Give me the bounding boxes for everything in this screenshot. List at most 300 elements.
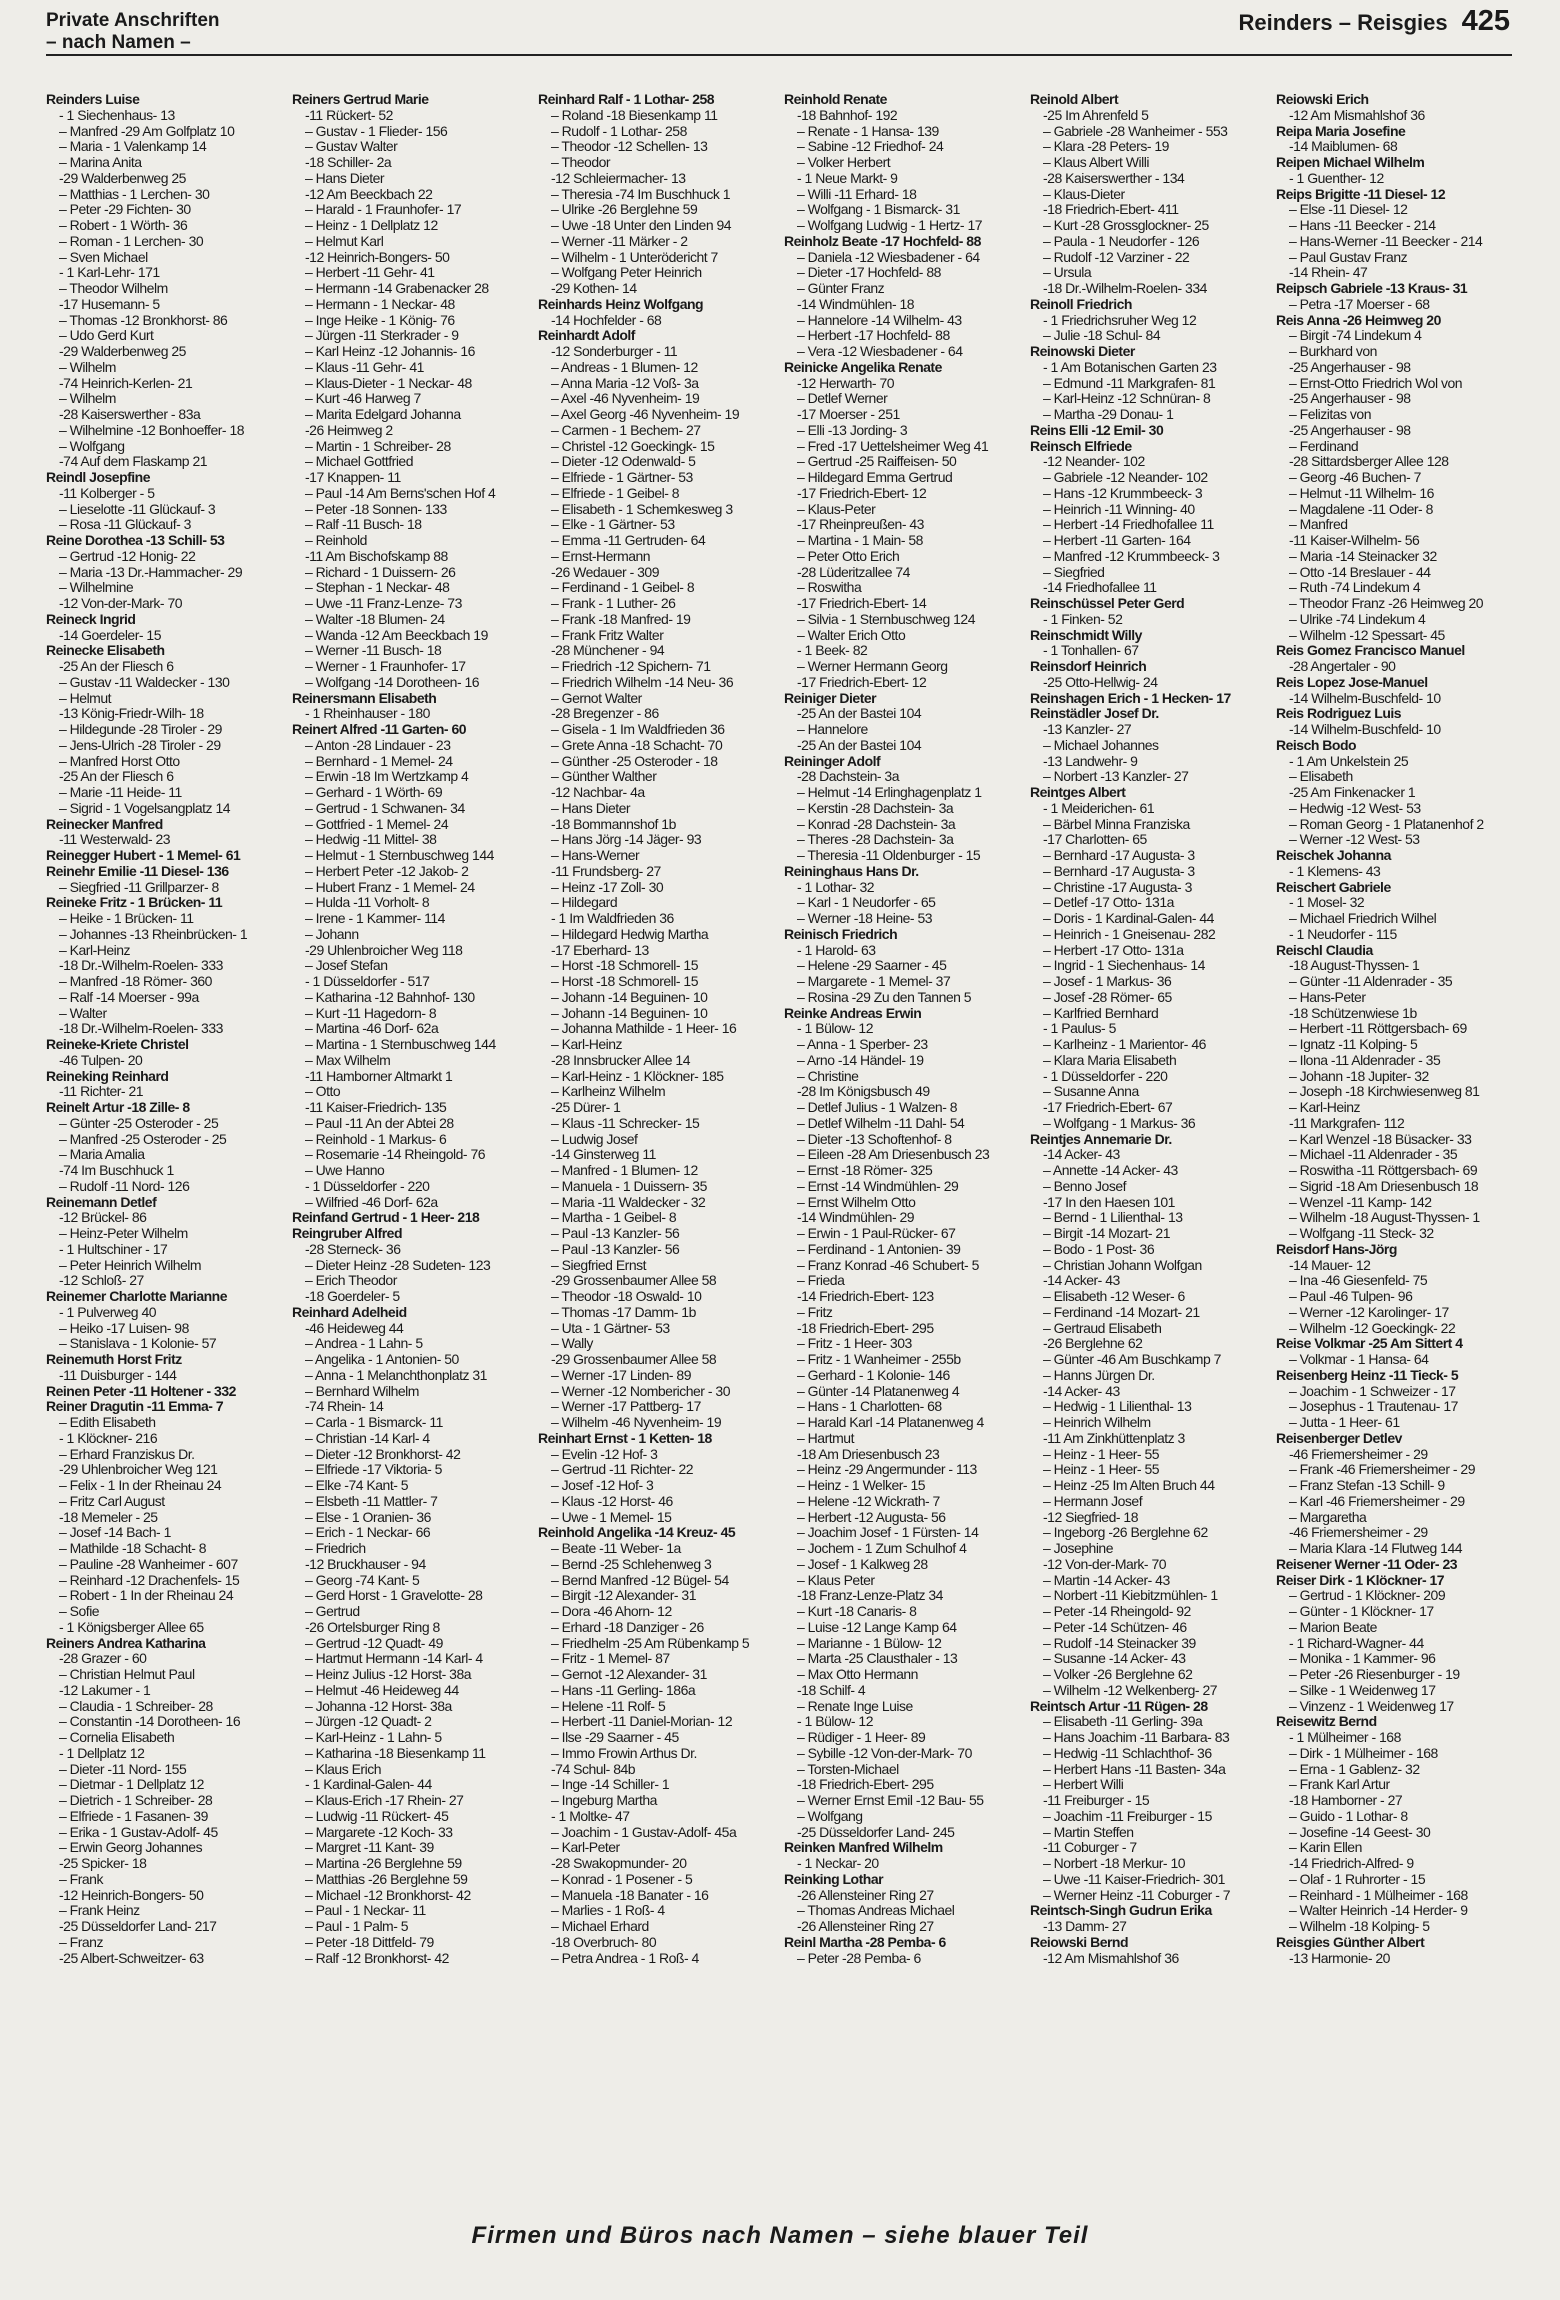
directory-entry-line: – Theodor Wilhelm (59, 280, 168, 296)
directory-entry-line: – Helmut (59, 689, 112, 706)
directory-entry-line: – Hartmut Hermann -14 Karl- 4 (305, 1650, 483, 1667)
directory-entry-line: – Elli -13 Jording- 3 (797, 421, 908, 438)
directory-entry-line: -12 Herwarth- 70 (797, 374, 895, 391)
directory-entry-line: – Bernd Manfred -12 Bügel- 54 (551, 1571, 729, 1588)
directory-entry-line: – Wolfgang -11 Steck- 32 (1289, 1225, 1434, 1241)
directory-entry-line: – Elfriede - 1 Fasanen- 39 (59, 1807, 208, 1824)
directory-entry-line: -13 Landwehr- 9 (1043, 752, 1138, 769)
directory-entry-line: -18 Friedrich-Ebert- 295 (797, 1319, 934, 1336)
directory-entry-line: – Gernot Walter (551, 689, 642, 706)
directory-entry-line: Reinemer Charlotte Marianne (46, 1288, 227, 1304)
directory-entry-line: – Rudolf -11 Nord- 126 (59, 1177, 190, 1194)
directory-entry-line: - 1 Düsseldorfer - 517 (305, 973, 430, 989)
directory-entry-line: – Susanne -14 Acker- 43 (1043, 1650, 1186, 1667)
directory-entry-line: – Wolfgang Peter Heinrich (551, 264, 702, 281)
directory-entry-line: Reintges Albert (1030, 784, 1126, 800)
directory-entry-line: – Ernst-Otto Friedrich Wol von (1289, 374, 1463, 391)
directory-entry-line: -25 Otto-Hellwig- 24 (1043, 673, 1158, 690)
directory-entry-line: Reine Dorothea -13 Schill- 53 (46, 532, 225, 548)
directory-entry-line: -11 Frundsberg- 27 (551, 862, 661, 879)
directory-entry-line: -28 Kaiserswerther - 134 (1043, 169, 1185, 186)
directory-entry-line: – Gustav Walter (305, 138, 398, 155)
directory-entry-line: – Frank -46 Friemersheimer - 29 (1289, 1461, 1476, 1478)
directory-entry-line: – Peter Heinrich Wilhelm (59, 1256, 202, 1273)
directory-entry-line: – Helene -29 Saarner - 45 (797, 957, 947, 974)
directory-entry-line: Reineke Fritz - 1 Brücken- 11 (46, 894, 223, 911)
directory-entry-line: – Fritz - 1 Heer- 303 (797, 1335, 912, 1352)
directory-entry-line: – Mathilde -18 Schacht- 8 (59, 1540, 207, 1556)
directory-entry-line: – Robert - 1 Wörth- 36 (59, 217, 188, 233)
directory-entry-line: – Klaus-Dieter (1043, 185, 1125, 202)
directory-entry-line: – Martha -29 Donau- 1 (1043, 406, 1174, 422)
directory-entry-line: -12 Brückel- 86 (59, 1209, 147, 1226)
directory-entry-line: – Herbert Willi (1043, 1776, 1124, 1793)
directory-entry-line: – Paula - 1 Neudorfer - 126 (1043, 232, 1200, 249)
directory-entry-line: – Edmund -11 Markgrafen- 81 (1043, 374, 1216, 391)
directory-entry-line: – Manfred - 1 Blumen- 12 (551, 1162, 698, 1178)
directory-entry-line: – Axel -46 Nyvenheim- 19 (551, 390, 700, 407)
directory-entry-line: – Josef Stefan (305, 957, 388, 974)
directory-entry-line: – Heike - 1 Brücken- 11 (59, 910, 194, 926)
directory-entry-line: – Walter (59, 1004, 107, 1021)
directory-entry-line: - 1 Düsseldorfer - 220 (1043, 1067, 1168, 1084)
directory-entry-line: – Else -11 Diesel- 12 (1289, 201, 1408, 218)
directory-entry-line: – Herbert -17 Otto- 131a (1043, 941, 1184, 958)
directory-entry-line: Reiser Dirk - 1 Klöckner- 17 (1276, 1571, 1445, 1588)
directory-entry-line: – Margret -11 Kant- 39 (305, 1839, 434, 1856)
directory-entry-line: – Fritz (797, 1303, 833, 1320)
directory-entry-line: – Elfriede - 1 Geibel- 8 (551, 484, 680, 501)
directory-entry-line: -14 Windmühlen- 18 (797, 295, 915, 312)
section-heading (46, 10, 220, 54)
directory-entry-line: – Kurt -28 Grossglockner- 25 (1043, 217, 1209, 233)
directory-entry-line: Reinhard Adelheid (292, 1303, 407, 1320)
section-heading-line1: Private Anschriften (46, 10, 220, 31)
directory-entry-line: Reinegger Hubert - 1 Memel- 61 (46, 847, 241, 863)
directory-entry-line: -29 Walderbenweg 25 (59, 343, 186, 359)
directory-entry-line: – Bernhard - 1 Memel- 24 (305, 752, 453, 769)
directory-entry-line: – Erich Theodor (305, 1272, 397, 1289)
directory-entry-line: – Bernd -25 Schlehenweg 3 (551, 1555, 712, 1572)
directory-entry-line: – Manfred (1289, 516, 1348, 533)
directory-entry-line: – Detlef -17 Otto- 131a (1043, 894, 1174, 911)
directory-entry-line: – Magdalene -11 Oder- 8 (1289, 500, 1433, 517)
directory-entry-line: – Dieter Heinz -28 Sudeten- 123 (305, 1256, 491, 1273)
directory-entry-line: – Wilhelm -12 Welkenberg- 27 (1043, 1681, 1218, 1698)
directory-entry-line: Reintjes Annemarie Dr. (1030, 1130, 1172, 1147)
directory-entry-line: – Kurt -18 Canaris- 8 (797, 1603, 917, 1619)
directory-entry-line: – Gertrud - 1 Schwanen- 34 (305, 799, 465, 816)
directory-entry-line: – Erhard -18 Danziger - 26 (551, 1618, 704, 1635)
directory-entry-line: - 1 Siechenhaus- 13 (59, 106, 175, 123)
directory-entry-line: – Johann (305, 925, 359, 942)
directory-entry-line: Reinemann Detlef (46, 1193, 157, 1210)
directory-entry-line: – Dirk - 1 Mülheimer - 168 (1289, 1744, 1438, 1761)
directory-entry-line: – Felizitas von (1289, 406, 1371, 422)
directory-entry-line: – Peter -14 Rheingold- 92 (1043, 1603, 1191, 1619)
directory-entry-line: – Bernhard -17 Augusta- 3 (1043, 862, 1195, 879)
directory-entry-line: – Elke -74 Kant- 5 (305, 1477, 409, 1493)
directory-entry-line: -17 Charlotten- 65 (1043, 831, 1147, 848)
directory-entry-line: Reintsch-Singh Gudrun Erika (1030, 1902, 1212, 1919)
directory-entry-line: – Frank -18 Manfred- 19 (551, 610, 691, 627)
directory-entry-line: – Ferdinand - 1 Geibel- 8 (551, 579, 695, 596)
directory-entry-line: -14 Friedrich-Alfred- 9 (1289, 1855, 1414, 1871)
directory-entry-line: – Hans Joachim -11 Barbara- 83 (1043, 1729, 1230, 1745)
directory-entry-line: – Ilse -29 Saarner - 45 (551, 1729, 679, 1745)
directory-entry-line: -74 Auf dem Flaskamp 21 (59, 453, 208, 470)
directory-entry-line: – Günter - 1 Klöckner- 17 (1289, 1603, 1434, 1619)
directory-entry-line: Reintsch Artur -11 Rügen- 28 (1030, 1697, 1208, 1714)
directory-entry-line: – Joachim Josef - 1 Fürsten- 14 (797, 1524, 979, 1541)
directory-entry-line: – Josephine (1043, 1540, 1114, 1556)
directory-entry-line: – Karl-Heinz (551, 1036, 623, 1052)
directory-entry-line: -11 Am Zinkhüttenplatz 3 (1043, 1429, 1185, 1446)
directory-entry-line: – Fritz - 1 Wanheimer - 255b (797, 1351, 961, 1367)
page-number: 425 (1461, 5, 1510, 37)
directory-entry-line: -17 Moerser - 251 (797, 406, 900, 422)
directory-entry-line: Reinschmidt Willy (1030, 626, 1142, 643)
directory-entry-line: – Martha - 1 Geibel- 8 (551, 1209, 677, 1226)
directory-entry-line: – Roman Georg - 1 Platanenhof 2 (1289, 815, 1484, 832)
directory-entry-line: Reinhart Ernst - 1 Ketten- 18 (538, 1429, 712, 1446)
directory-entry-line: – Manfred Horst Otto (59, 752, 180, 769)
directory-entry-line: -26 Ortelsburger Ring 8 (305, 1618, 440, 1635)
directory-entry-line: Reinoll Friedrich (1030, 295, 1132, 312)
directory-entry-line: – Hulda -11 Vorholt- 8 (305, 894, 430, 911)
directory-entry-line: – Volker Herbert (797, 154, 891, 170)
directory-entry-line: – Erwin Georg Johannes (59, 1839, 203, 1856)
directory-entry-line: - 1 Friedrichsruher Weg 12 (1043, 311, 1197, 328)
directory-entry-line: -26 Heimweg 2 (305, 421, 393, 438)
directory-entry-line: Reinhard Ralf - 1 Lothar- 258 (538, 92, 715, 107)
directory-entry-line: – Hans -11 Gerling- 186a (551, 1681, 696, 1698)
directory-entry-line: – Wilhelm (59, 390, 116, 407)
directory-entry-line: – Theodor (551, 154, 611, 170)
directory-entry-line: - 1 Mülheimer - 168 (1289, 1729, 1401, 1745)
directory-entry-line: -28 Münchener - 94 (551, 642, 665, 659)
directory-entry-line: -26 Allensteiner Ring 27 (797, 1918, 934, 1934)
directory-entry-line: -28 Grazer - 60 (59, 1650, 147, 1667)
directory-entry-line: – Ilona -11 Aldenrader - 35 (1289, 1051, 1441, 1068)
directory-entry-line: – Klaus-Erich -17 Rhein- 27 (305, 1792, 464, 1808)
directory-entry-line: – Wilhelm (59, 358, 116, 375)
directory-entry-line: Reinecke Elisabeth (46, 642, 165, 659)
directory-entry-line: – Rosina -29 Zu den Tannen 5 (797, 988, 972, 1005)
directory-entry-line: – Friedhelm -25 Am Rübenkamp 5 (551, 1634, 750, 1651)
directory-entry-line: – Gabriele -28 Wanheimer - 553 (1043, 122, 1228, 139)
directory-entry-line: -25 Spicker- 18 (59, 1855, 147, 1871)
directory-entry-line: – Udo Gerd Kurt (59, 327, 154, 344)
directory-entry-line: Reinhards Heinz Wolfgang (538, 295, 704, 312)
directory-entry-line: – Paul - 1 Neckar- 11 (305, 1902, 426, 1919)
directory-entry-line: Reips Brigitte -11 Diesel- 12 (1276, 185, 1446, 202)
directory-entry-line: – Detlef Wilhelm -11 Dahl- 54 (797, 1114, 965, 1131)
directory-entry-line: Reis Anna -26 Heimweg 20 (1276, 311, 1441, 328)
directory-entry-line: – Paul Gustav Franz (1289, 248, 1408, 265)
directory-entry-line: – Siegfried Ernst (551, 1256, 646, 1273)
directory-entry-line: – Erika - 1 Gustav-Adolf- 45 (59, 1823, 218, 1840)
directory-entry-line: – Werner Ernst Emil -12 Bau- 55 (797, 1792, 984, 1808)
directory-entry-line: -46 Heideweg 44 (305, 1319, 404, 1336)
directory-entry-line: – Wolfgang - 1 Markus- 36 (1043, 1114, 1196, 1131)
directory-entry-line: -11 Duisburger - 144 (59, 1366, 177, 1383)
directory-entry-line: - 1 Rheinhauser - 180 (305, 705, 430, 722)
directory-entry-line: – Sigrid - 1 Vogelsangplatz 14 (59, 799, 231, 816)
directory-entry-line: Reise Volkmar -25 Am Sittert 4 (1276, 1335, 1463, 1352)
directory-entry-line: – Fritz - 1 Memel- 87 (551, 1650, 670, 1667)
directory-entry-line: – Klaus Peter (797, 1571, 875, 1588)
directory-entry-line: – Bernhard Wilhelm (305, 1382, 419, 1399)
directory-entry-line: – Dieter -12 Odenwald- 5 (551, 453, 696, 470)
directory-entry-line: – Jutta - 1 Heer- 61 (1289, 1414, 1400, 1430)
directory-entry-line: – Birgit -14 Mozart- 21 (1043, 1225, 1170, 1241)
directory-entry-line: Reinl Martha -28 Pemba- 6 (784, 1933, 946, 1950)
header-rule (46, 54, 1512, 56)
directory-entry-line: -29 Grossenbaumer Allee 58 (551, 1272, 717, 1289)
directory-entry-line: – Sabine -12 Friedhof- 24 (797, 138, 944, 155)
directory-entry-line: – Josef -12 Hof- 3 (551, 1477, 654, 1493)
directory-entry-line: - 1 Bülow- 12 (797, 1020, 873, 1037)
directory-entry-line: – Heinrich - 1 Gneisenau- 282 (1043, 925, 1216, 942)
directory-entry-line: – Ingeburg Martha (551, 1792, 657, 1808)
directory-entry-line: – Wenzel -11 Kamp- 142 (1289, 1193, 1432, 1210)
directory-entry-line: -25 Angerhauser - 98 (1289, 390, 1411, 407)
directory-entry-line: - 1 Bülow- 12 (797, 1713, 873, 1730)
directory-entry-line: – Manfred -12 Krummbeeck- 3 (1043, 547, 1220, 564)
directory-entry-line: – Ingrid - 1 Siechenhaus- 14 (1043, 957, 1205, 974)
directory-entry-line: – Bodo - 1 Post- 36 (1043, 1240, 1155, 1257)
directory-entry-line: – Immo Frowin Arthus Dr. (551, 1744, 697, 1761)
directory-entry-line: – Monika - 1 Kammer- 96 (1289, 1650, 1436, 1667)
directory-entry-line: -25 Angerhauser - 98 (1289, 421, 1411, 438)
directory-entry-line: -12 Siegfried- 18 (1043, 1508, 1139, 1525)
directory-entry-line: – Elisabeth -11 Gerling- 39a (1043, 1713, 1203, 1730)
directory-entry-line: – Heinz -29 Angermunder - 113 (797, 1461, 977, 1478)
directory-entry-line: – Wilhelm - 1 Unterödericht 7 (551, 248, 718, 265)
listing-column-1 (46, 92, 284, 2222)
directory-entry-line: Reindl Josepfine (46, 469, 151, 485)
directory-entry-line: Reinersmann Elisabeth (292, 689, 437, 706)
directory-entry-line: – Renate - 1 Hansa- 139 (797, 122, 939, 139)
directory-entry-line: – Helmut -11 Wilhelm- 16 (1289, 484, 1434, 501)
directory-entry-line: – Johann -14 Beguinen- 10 (551, 988, 708, 1005)
directory-entry-line: – Luise -12 Lange Kamp 64 (797, 1618, 957, 1635)
directory-entry-line: – Dieter -13 Schoftenhof- 8 (797, 1130, 952, 1147)
directory-entry-line: – Julie -18 Schul- 84 (1043, 327, 1161, 344)
directory-entry-line: -18 Dr.-Wilhelm-Roelen- 334 (1043, 280, 1207, 296)
directory-entry-line: -25 An der Fliesch 6 (59, 768, 174, 785)
listing-column-3 (538, 92, 776, 2222)
directory-entry-line: – Herbert -11 Gehr- 41 (305, 264, 435, 281)
directory-entry-line: -18 Overbruch- 80 (551, 1933, 657, 1950)
directory-entry-line: – Anton -28 Lindauer - 23 (305, 736, 451, 753)
directory-entry-line: – Wilhelm -18 August-Thyssen- 1 (1289, 1209, 1480, 1226)
directory-entry-line: – Dieter -17 Hochfeld- 88 (797, 264, 941, 281)
directory-entry-line: – Heinz - 1 Dellplatz 12 (305, 217, 438, 233)
directory-entry-line: – Reinhold - 1 Markus- 6 (305, 1130, 447, 1147)
directory-entry-line: – Wilhelm -12 Goeckingk- 22 (1289, 1319, 1456, 1336)
directory-entry-line: – Irene - 1 Kammer- 114 (305, 910, 445, 926)
directory-entry-line: – Karl-Peter (551, 1839, 620, 1856)
directory-entry-line: -11 Richter- 21 (59, 1083, 144, 1100)
directory-entry-line: – Frank Heinz (59, 1902, 140, 1919)
directory-entry-line: -25 An der Bastei 104 (797, 736, 922, 753)
directory-entry-line: -46 Friemersheimer - 29 (1289, 1524, 1428, 1541)
directory-entry-line: – Volker -26 Berglehne 62 (1043, 1666, 1193, 1682)
directory-entry-line: – Reinhold (305, 532, 367, 548)
directory-entry-line: – Hans -11 Beecker - 214 (1289, 217, 1436, 233)
directory-entry-line: – Heinz -17 Zoll- 30 (551, 878, 664, 895)
directory-entry-line: – Siegfried -11 Grillparzer- 8 (59, 878, 219, 895)
directory-entry-line: Reisenberg Heinz -11 Tieck- 5 (1276, 1366, 1459, 1383)
directory-entry-line: -25 An der Fliesch 6 (59, 658, 174, 674)
directory-entry-line: Reinfand Gertrud - 1 Heer- 218 (292, 1209, 480, 1226)
directory-entry-line: – Hermann Josef (1043, 1492, 1143, 1509)
directory-entry-line: -18 Friedrich-Ebert- 411 (1043, 201, 1179, 218)
directory-entry-line: - 1 Harold- 63 (797, 941, 876, 958)
directory-entry-line: – Reinhard -12 Drachenfels- 15 (59, 1571, 240, 1588)
directory-entry-line: – Günter Franz (797, 280, 885, 296)
directory-entry-line: – Theresia -74 Im Buschhuck 1 (551, 185, 731, 202)
directory-entry-line: – Heinz - 1 Heer- 55 (1043, 1445, 1160, 1462)
directory-entry-line: – Günther -25 Osteroder - 18 (551, 752, 718, 769)
directory-entry-line: – Wanda -12 Am Beeckbach 19 (305, 626, 488, 643)
directory-entry-line: -74 Rhein- 14 (305, 1398, 384, 1415)
directory-entry-line: – Dietrich - 1 Schreiber- 28 (59, 1792, 213, 1808)
directory-entry-line: – Maria -14 Steinacker 32 (1289, 547, 1437, 564)
directory-entry-line: – Christian -14 Karl- 4 (305, 1429, 430, 1446)
directory-entry-line: – Stanislava - 1 Kolonie- 57 (59, 1335, 217, 1352)
directory-entry-line: – Frieda (797, 1272, 845, 1289)
directory-entry-line: – Margaretha (1289, 1508, 1367, 1525)
directory-entry-line: – Franz Stefan -13 Schill- 9 (1289, 1477, 1445, 1493)
directory-entry-line: – Pauline -28 Wanheimer - 607 (59, 1555, 238, 1572)
directory-entry-line: Reininghaus Hans Dr. (784, 862, 919, 879)
directory-entry-line: – Jürgen -12 Quadt- 2 (305, 1713, 432, 1730)
directory-entry-line: – Elfriede - 1 Gärtner- 53 (551, 469, 693, 485)
directory-entry-line: – Jürgen -11 Sterkrader - 9 (305, 327, 459, 344)
directory-entry-line: -12 Von-der-Mark- 70 (59, 595, 183, 611)
directory-entry-line: -29 Grossenbaumer Allee 58 (551, 1351, 717, 1367)
directory-entry-line: – Eileen -28 Am Driesenbusch 23 (797, 1146, 990, 1163)
directory-entry-line: -29 Walderbenweg 25 (59, 169, 186, 186)
directory-entry-line: -11 Coburger - 7 (1043, 1839, 1137, 1856)
directory-entry-line: – Ingeborg -26 Berglehne 62 (1043, 1524, 1208, 1541)
directory-entry-line: -18 Schiller- 2a (305, 154, 392, 170)
directory-entry-line: -18 Dr.-Wilhelm-Roelen- 333 (59, 1020, 223, 1037)
directory-entry-line: – Herbert Peter -12 Jakob- 2 (305, 862, 469, 879)
directory-entry-line: – Werner Hermann Georg (797, 658, 948, 674)
directory-entry-line: – Manfred -29 Am Golfplatz 10 (59, 122, 235, 139)
directory-entry-line: -12 Am Mismahlshof 36 (1289, 106, 1425, 123)
directory-entry-line: – Birgit -74 Lindekum 4 (1289, 327, 1422, 344)
directory-entry-line: – Roswitha (797, 579, 862, 596)
directory-entry-line: - 1 Paulus- 5 (1043, 1020, 1116, 1037)
directory-entry-line: Reisgies Günther Albert (1276, 1933, 1425, 1950)
directory-entry-line: – Martin Steffen (1043, 1823, 1134, 1840)
directory-entry-line: – Ina -46 Giesenfeld- 75 (1289, 1272, 1428, 1289)
directory-entry-line: – Roman - 1 Lerchen- 30 (59, 232, 204, 249)
directory-entry-line: - 1 Meiderichen- 61 (1043, 799, 1155, 816)
directory-entry-line: – Helene -11 Rolf- 5 (551, 1697, 666, 1714)
directory-entry-line: – Johann -14 Beguinen- 10 (551, 1004, 708, 1021)
directory-entry-line: -17 Husemann- 5 (59, 295, 160, 312)
directory-entry-line: – Emma -11 Gertruden- 64 (551, 532, 706, 548)
directory-entry-line: – Theres -28 Dachstein- 3a (797, 831, 954, 848)
directory-entry-line: Reis Lopez Jose-Manuel (1276, 673, 1428, 690)
directory-entry-line: – Burkhard von (1289, 343, 1377, 359)
directory-entry-line: – Susanne Anna (1043, 1083, 1139, 1100)
directory-entry-line: – Heinrich Wilhelm (1043, 1414, 1151, 1430)
directory-entry-line: -14 Acker- 43 (1043, 1146, 1120, 1163)
directory-entry-line: – Christine (797, 1067, 859, 1084)
directory-entry-line: - 1 Klemens- 43 (1289, 862, 1381, 879)
directory-entry-line: – Helmut -46 Heideweg 44 (305, 1681, 459, 1698)
directory-entry-line: – Petra -17 Moerser - 68 (1289, 295, 1430, 312)
directory-entry-line: – Constantin -14 Dorotheen- 16 (59, 1713, 241, 1730)
section-heading-line2: – nach Namen – (46, 32, 191, 53)
directory-entry-line: – Karl-Heinz -12 Schnüran- 8 (1043, 390, 1211, 407)
directory-entry-line: – Karl-Heinz - 1 Klöckner- 185 (551, 1067, 724, 1084)
directory-entry-line: -25 Dürer- 1 (551, 1099, 621, 1115)
directory-entry-line: – Wilhelm -18 Kolping- 5 (1289, 1918, 1430, 1934)
directory-entry-line: Reinelt Artur -18 Zille- 8 (46, 1099, 190, 1115)
directory-entry-line: - 1 Düsseldorfer - 220 (305, 1177, 430, 1194)
directory-entry-line: – Werner -17 Linden- 89 (551, 1366, 691, 1383)
directory-entry-line: -29 Uhlenbroicher Weg 121 (59, 1461, 218, 1478)
directory-entry-line: – Elisabeth - 1 Schemkesweg 3 (551, 500, 733, 517)
directory-entry-line: – Inge Heike - 1 König- 76 (305, 311, 455, 328)
directory-entry-line: – Michael -11 Aldenrader - 35 (1289, 1146, 1458, 1163)
directory-entry-line: -12 Bruckhauser - 94 (305, 1555, 426, 1572)
directory-entry-line: – Paul -14 Am Berns'schen Hof 4 (305, 484, 496, 501)
directory-entry-line: - 1 Moltke- 47 (551, 1807, 630, 1824)
directory-entry-line: – Josef - 1 Kalkweg 28 (797, 1555, 928, 1572)
directory-entry-line: Reinen Peter -11 Holtener - 332 (46, 1382, 236, 1399)
directory-entry-line: - 1 Finken- 52 (1043, 610, 1123, 627)
directory-entry-line: – Ludwig -11 Rückert- 45 (305, 1807, 449, 1824)
directory-entry-line: -17 Friedrich-Ebert- 14 (797, 595, 927, 611)
directory-entry-line: -12 Lakumer - 1 (59, 1681, 151, 1698)
directory-entry-line: – Ernst -14 Windmühlen- 29 (797, 1177, 959, 1194)
directory-entry-line: – Ralf -12 Bronkhorst- 42 (305, 1949, 449, 1966)
directory-entry-line: Reinemuth Horst Fritz (46, 1351, 182, 1367)
directory-entry-line: -28 Im Königsbusch 49 (797, 1083, 930, 1100)
directory-entry-line: – Hans Jörg -14 Jäger- 93 (551, 831, 702, 848)
directory-entry-line: -28 Angertaler - 90 (1289, 658, 1396, 674)
directory-entry-line: – Vinzenz - 1 Weidenweg 17 (1289, 1697, 1454, 1714)
directory-entry-line: – Helene -12 Wickrath- 7 (797, 1492, 940, 1509)
directory-entry-line: – Gottfried - 1 Memel- 24 (305, 815, 449, 832)
directory-entry-line: Reipa Maria Josefine (1276, 122, 1406, 139)
directory-entry-line: -28 Swakopmunder- 20 (551, 1855, 687, 1871)
directory-entry-line: – Wolfgang - 1 Bismarck- 31 (797, 201, 960, 218)
directory-entry-line: – Heinz-Peter Wilhelm (59, 1225, 188, 1241)
directory-entry-line: – Uwe -11 Kaiser-Friedrich- 301 (1043, 1870, 1225, 1887)
directory-entry-line: - 1 Dellplatz 12 (59, 1744, 145, 1761)
directory-entry-line: – Uwe -18 Unter den Linden 94 (551, 217, 732, 233)
directory-entry-line: - 1 Am Botanischen Garten 23 (1043, 358, 1217, 375)
directory-entry-line: – Frank Karl Artur (1289, 1776, 1390, 1793)
directory-entry-line: - 1 Richard-Wagner- 44 (1289, 1634, 1424, 1651)
directory-entry-line: – Claudia - 1 Schreiber- 28 (59, 1697, 213, 1714)
directory-entry-line: – Peter -28 Pemba- 6 (797, 1949, 921, 1966)
directory-entry-line: – Torsten-Michael (797, 1760, 899, 1777)
directory-entry-line: – Rosemarie -14 Rheingold- 76 (305, 1146, 486, 1163)
directory-entry-line: – Paul -13 Kanzler- 56 (551, 1240, 680, 1257)
directory-entry-line: – Felix - 1 In der Rheinau 24 (59, 1477, 222, 1493)
